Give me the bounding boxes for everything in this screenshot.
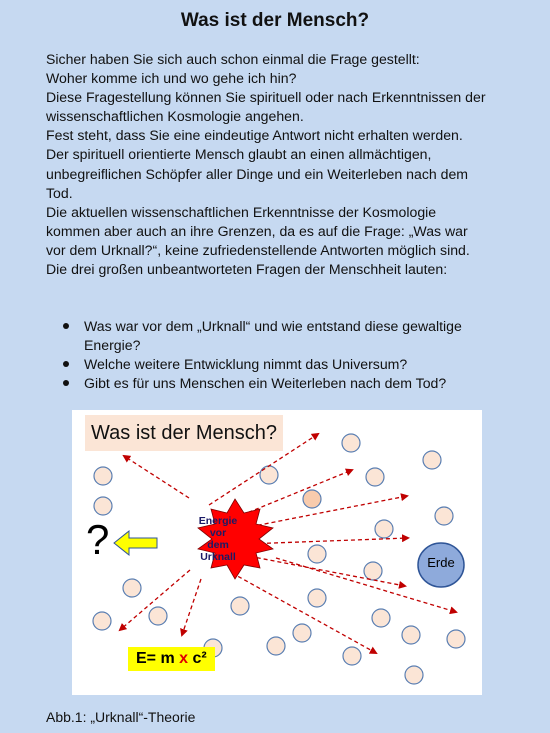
question-list <box>60 317 530 393</box>
intro-line: Sicher haben Sie sich auch schon einmal die Frage gestellt: <box>46 51 420 67</box>
question-item <box>60 317 530 355</box>
page-title: Was ist der Mensch? <box>180 10 370 31</box>
intro-text <box>46 50 546 279</box>
urknall-figure <box>72 410 482 695</box>
intro-line: Woher komme ich und wo gehe ich hin? <box>46 70 297 87</box>
galaxy-circle <box>405 666 423 684</box>
question-line: Energie? <box>84 337 141 354</box>
star-line: dem <box>207 539 229 551</box>
galaxy-circle <box>267 637 285 655</box>
galaxy-circle <box>402 626 420 644</box>
galaxy-circle <box>375 520 393 538</box>
question-line: Was war vor dem „Urknall“ und wie entstand diese gewaltige <box>84 318 462 334</box>
galaxy-circle <box>366 468 384 486</box>
figure-title: Was ist der Mensch? <box>85 415 283 451</box>
expansion-arrow <box>124 456 189 498</box>
galaxy-circle <box>372 609 390 627</box>
earth-label: Erde <box>427 555 455 570</box>
figure-caption: Abb.1: „Urknall“-Theorie <box>46 709 196 725</box>
question-item <box>60 374 530 393</box>
galaxy-circle <box>308 545 326 563</box>
galaxy-circle <box>364 562 382 580</box>
galaxy-circle <box>447 630 465 648</box>
galaxy-circle <box>94 497 112 515</box>
formula-times: x <box>179 650 189 667</box>
formula <box>128 647 215 671</box>
intro-line: Die aktuellen wissenschaftlichen Erkenntnisse der Kosmologie <box>46 203 437 220</box>
galaxy-circles <box>93 424 465 684</box>
galaxy-circle <box>94 467 112 485</box>
galaxy-circle <box>435 507 453 525</box>
intro-line: Der spirituell orientierte Mensch glaubt an einen allmächtigen, <box>46 146 432 163</box>
big-bang-star <box>198 499 273 579</box>
galaxy-circle <box>231 597 249 615</box>
yellow-arrow <box>114 531 157 555</box>
question-line: Welche weitere Entwicklung nimmt das Universum? <box>84 356 408 373</box>
intro-line: Tod. <box>46 184 73 201</box>
intro-line: unbegreiflichen Schöpfer aller Dinge und ein Weiterleben nach dem <box>46 165 469 182</box>
question-mark: ? <box>86 516 110 563</box>
expansion-arrow <box>242 470 352 515</box>
intro-line: wissenschaftlichen Kosmologie angehen. <box>46 108 304 125</box>
galaxy-circle <box>149 607 167 625</box>
galaxy-circle <box>303 490 321 508</box>
galaxy-circle <box>342 434 360 452</box>
expansion-arrow <box>182 579 201 635</box>
galaxy-circle <box>423 451 441 469</box>
expansion-arrow <box>246 538 408 544</box>
galaxy-circle <box>123 579 141 597</box>
intro-line: Diese Fragestellung können Sie spirituell oder nach Erkenntnissen der <box>46 89 486 106</box>
intro-line: vor dem Urknall?“, keine zufriedenstellende Antworten möglich sind. <box>46 241 470 258</box>
formula-right: c² <box>188 650 207 667</box>
star-line: vor <box>209 527 227 539</box>
formula-left: E= m <box>136 650 180 667</box>
question-line: Gibt es für uns Menschen ein Weiterleben nach dem Tod? <box>84 375 447 392</box>
question-item <box>60 355 530 374</box>
star-line: Urknall <box>200 551 236 563</box>
intro-line: Fest steht, dass Sie eine eindeutige Antwort nicht erhalten werden. <box>46 127 463 144</box>
expansion-arrows <box>120 434 456 653</box>
star-line: Energie <box>198 515 238 527</box>
galaxy-circle <box>260 466 278 484</box>
galaxy-circle <box>343 647 361 665</box>
intro-line: Die drei großen unbeantworteten Fragen der Menschheit lauten: <box>46 261 448 278</box>
galaxy-circle <box>93 612 111 630</box>
galaxy-circle <box>293 624 311 642</box>
intro-line: kommen aber auch an ihre Grenzen, da es auf die Frage: „Was war <box>46 222 468 239</box>
galaxy-circle <box>308 589 326 607</box>
